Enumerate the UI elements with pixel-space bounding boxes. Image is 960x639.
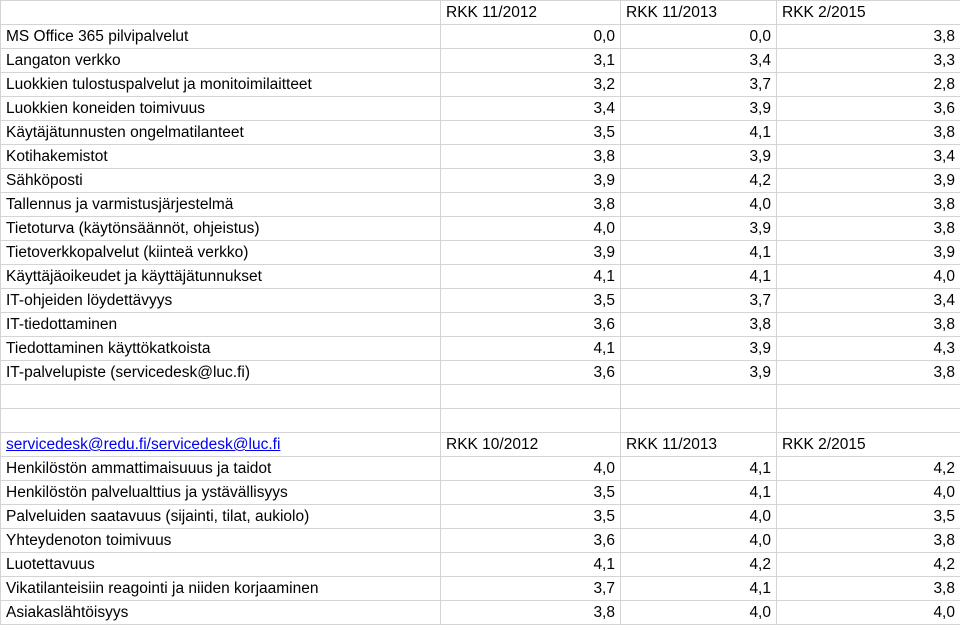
score-cell: 4,2	[621, 553, 777, 577]
score-cell: 3,4	[777, 145, 960, 169]
empty-cell	[1, 385, 441, 409]
empty-cell	[621, 409, 777, 433]
row-label: Tietoturva (käytönsäännöt, ohjeistus)	[1, 217, 441, 241]
table-row	[1, 313, 960, 337]
row-label: Langaton verkko	[1, 49, 441, 73]
score-cell: 4,0	[777, 265, 960, 289]
table2-header-col-2: RKK 11/2013	[621, 433, 777, 457]
score-cell: 3,6	[441, 529, 621, 553]
score-cell: 3,8	[777, 361, 960, 385]
table-row	[1, 601, 960, 625]
row-label: Tallennus ja varmistusjärjestelmä	[1, 193, 441, 217]
score-cell: 3,9	[777, 169, 960, 193]
score-cell: 3,9	[621, 97, 777, 121]
table-row	[1, 217, 960, 241]
score-cell: 4,1	[441, 265, 621, 289]
score-cell: 3,8	[777, 121, 960, 145]
score-cell: 0,0	[621, 25, 777, 49]
score-cell: 3,5	[441, 481, 621, 505]
empty-cell	[441, 385, 621, 409]
score-cell: 4,0	[621, 601, 777, 625]
table-row	[1, 289, 960, 313]
row-label: Henkilöstön ammattimaisuuus ja taidot	[1, 457, 441, 481]
table2-header-col-1: RKK 10/2012	[441, 433, 621, 457]
score-cell: 4,1	[621, 577, 777, 601]
score-cell: 3,5	[441, 505, 621, 529]
score-cell: 3,8	[777, 25, 960, 49]
score-cell: 3,8	[777, 193, 960, 217]
row-label: Asiakaslähtöisyys	[1, 601, 441, 625]
score-cell: 3,6	[777, 97, 960, 121]
score-cell: 3,4	[777, 289, 960, 313]
score-cell: 4,0	[621, 505, 777, 529]
table-row	[1, 337, 960, 361]
table-row	[1, 73, 960, 97]
empty-row	[1, 385, 960, 409]
row-label: IT-tiedottaminen	[1, 313, 441, 337]
score-cell: 4,0	[777, 601, 960, 625]
table1-header-col-2: RKK 11/2013	[621, 1, 777, 25]
table1-header-label	[1, 1, 441, 25]
score-cell: 3,7	[441, 577, 621, 601]
score-cell: 3,5	[777, 505, 960, 529]
score-cell: 3,9	[441, 241, 621, 265]
table-row	[1, 121, 960, 145]
score-cell: 3,9	[777, 241, 960, 265]
score-cell: 3,8	[777, 217, 960, 241]
score-cell: 0,0	[441, 25, 621, 49]
score-cell: 4,0	[621, 193, 777, 217]
score-cell: 4,1	[621, 241, 777, 265]
score-cell: 3,8	[441, 601, 621, 625]
table-row	[1, 481, 960, 505]
score-cell: 3,9	[441, 169, 621, 193]
table-row	[1, 193, 960, 217]
empty-row	[1, 409, 960, 433]
score-cell: 3,5	[441, 289, 621, 313]
row-label: Tietoverkkopalvelut (kiinteä verkko)	[1, 241, 441, 265]
table-row	[1, 553, 960, 577]
row-label: Tiedottaminen käyttökatkoista	[1, 337, 441, 361]
score-cell: 3,8	[621, 313, 777, 337]
table2-header-row	[1, 433, 960, 457]
score-cell: 3,8	[777, 577, 960, 601]
table-row	[1, 361, 960, 385]
score-cell: 4,2	[777, 457, 960, 481]
score-cell: 4,0	[777, 481, 960, 505]
score-cell: 3,4	[441, 97, 621, 121]
score-cell: 3,5	[441, 121, 621, 145]
score-cell: 3,9	[621, 337, 777, 361]
row-label: Luokkien tulostuspalvelut ja monitoimilaitteet	[1, 73, 441, 97]
score-cell: 4,3	[777, 337, 960, 361]
score-cell: 4,0	[441, 457, 621, 481]
empty-cell	[777, 385, 960, 409]
row-label: Käyttäjäoikeudet ja käyttäjätunnukset	[1, 265, 441, 289]
score-cell: 4,2	[621, 169, 777, 193]
row-label: Käytäjätunnusten ongelmatilanteet	[1, 121, 441, 145]
score-cell: 4,1	[441, 553, 621, 577]
score-cell: 3,8	[777, 529, 960, 553]
table-row	[1, 265, 960, 289]
row-label: IT-palvelupiste (servicedesk@luc.fi)	[1, 361, 441, 385]
score-cell: 3,3	[777, 49, 960, 73]
table-row	[1, 49, 960, 73]
empty-cell	[441, 409, 621, 433]
empty-cell	[777, 409, 960, 433]
empty-cell	[1, 409, 441, 433]
score-cell: 3,8	[777, 313, 960, 337]
table1-header-row	[1, 1, 960, 25]
row-label: Luotettavuus	[1, 553, 441, 577]
score-cell: 3,7	[621, 73, 777, 97]
score-cell: 3,8	[441, 145, 621, 169]
table1-header-col-1: RKK 11/2012	[441, 1, 621, 25]
table-row	[1, 97, 960, 121]
score-cell: 4,1	[621, 265, 777, 289]
score-cell: 3,6	[441, 361, 621, 385]
table2-header-col-3: RKK 2/2015	[777, 433, 960, 457]
table-row	[1, 457, 960, 481]
row-label: Luokkien koneiden toimivuus	[1, 97, 441, 121]
table-row	[1, 145, 960, 169]
score-cell: 3,8	[441, 193, 621, 217]
row-label: MS Office 365 pilvipalvelut	[1, 25, 441, 49]
table-row	[1, 505, 960, 529]
score-cell: 3,9	[621, 145, 777, 169]
table-row	[1, 25, 960, 49]
row-label: IT-ohjeiden löydettävyys	[1, 289, 441, 313]
table1-header-col-3: RKK 2/2015	[777, 1, 960, 25]
table-row	[1, 529, 960, 553]
score-cell: 4,2	[777, 553, 960, 577]
score-cell: 3,1	[441, 49, 621, 73]
score-cell: 4,0	[621, 529, 777, 553]
table-row	[1, 241, 960, 265]
score-cell: 4,1	[621, 481, 777, 505]
score-cell: 4,1	[621, 121, 777, 145]
row-label: Palveluiden saatavuus (sijainti, tilat, aukiolo)	[1, 505, 441, 529]
score-cell: 4,1	[441, 337, 621, 361]
score-cell: 3,9	[621, 217, 777, 241]
servicedesk-email-link[interactable]: servicedesk@redu.fi/servicedesk@luc.fi	[1, 433, 441, 457]
score-cell: 4,0	[441, 217, 621, 241]
score-cell: 3,9	[621, 361, 777, 385]
table-row	[1, 169, 960, 193]
row-label: Kotihakemistot	[1, 145, 441, 169]
score-cell: 3,4	[621, 49, 777, 73]
score-cell: 2,8	[777, 73, 960, 97]
score-cell: 3,2	[441, 73, 621, 97]
row-label: Vikatilanteisiin reagointi ja niiden korjaaminen	[1, 577, 441, 601]
row-label: Sähköposti	[1, 169, 441, 193]
row-label: Henkilöstön palvelualttius ja ystävällisyys	[1, 481, 441, 505]
table-row	[1, 577, 960, 601]
score-cell: 4,1	[621, 457, 777, 481]
score-cell: 3,7	[621, 289, 777, 313]
empty-cell	[621, 385, 777, 409]
row-label: Yhteydenoton toimivuus	[1, 529, 441, 553]
score-cell: 3,6	[441, 313, 621, 337]
